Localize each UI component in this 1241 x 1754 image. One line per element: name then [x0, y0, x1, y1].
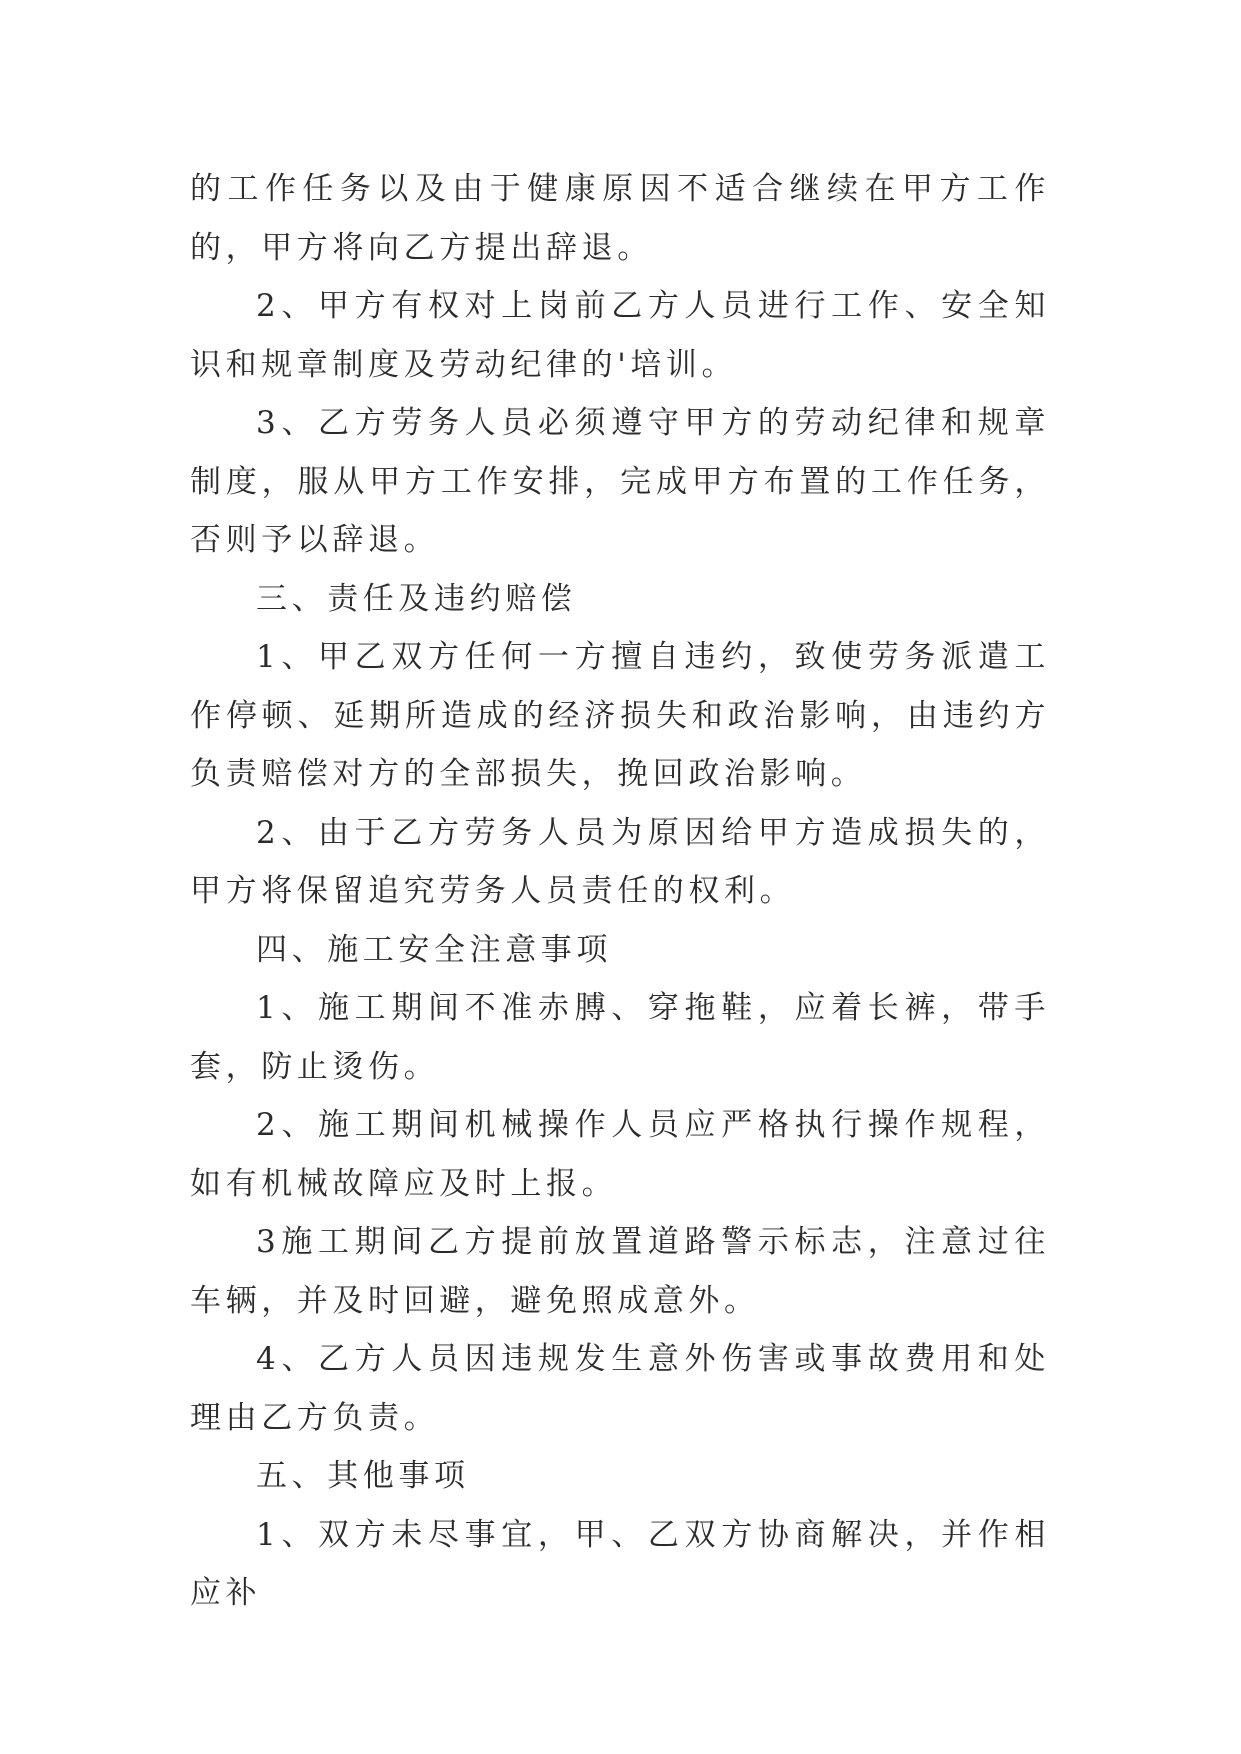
- section-heading-liability: 三、责任及违约赔偿: [256, 580, 577, 617]
- paragraph-safety-1: 1、施工期间不准赤膊、穿拖鞋，应着长裤，带手套，防止烫伤。: [190, 990, 1050, 1085]
- paragraph-continuation: 的工作任务以及由于健康原因不适合继续在甲方工作的，甲方将向乙方提出辞退。: [190, 171, 1050, 266]
- paragraph-safety-2: 2、施工期间机械操作人员应严格执行操作规程，如有机械故障应及时上报。: [190, 1107, 1050, 1202]
- section-heading-other: 五、其他事项: [256, 1458, 470, 1494]
- paragraph-clause-3-discipline: 3、乙方劳务人员必须遵守甲方的劳动纪律和规章制度，服从甲方工作安排，完成甲方布置的工作任务，否则予以辞退。: [190, 405, 1050, 558]
- paragraph-other-1: 1、双方未尽事宜，甲、乙双方协商解决，并作相应补: [190, 1516, 1050, 1611]
- paragraph-safety-3: 3施工期间乙方提前放置道路警示标志，注意过往车辆，并及时回避，避免照成意外。: [190, 1224, 1050, 1319]
- section-heading-safety: 四、施工安全注意事项: [256, 931, 612, 968]
- paragraph-safety-4: 4、乙方人员因违规发生意外伤害或事故费用和处理由乙方负责。: [190, 1341, 1050, 1436]
- paragraph-liability-2: 2、由于乙方劳务人员为原因给甲方造成损失的，甲方将保留追究劳务人员责任的权利。: [190, 814, 1050, 909]
- paragraph-liability-1: 1、甲乙双方任何一方擅自违约，致使劳务派遣工作停顿、延期所造成的经济损失和政治影响，由违约方负责赔偿对方的全部损失，挽回政治影响。: [190, 639, 1050, 792]
- document-body: [190, 160, 1050, 1623]
- paragraph-clause-2-training: 2、甲方有权对上岗前乙方人员进行工作、安全知识和规章制度及劳动纪律的'培训。: [190, 288, 1050, 383]
